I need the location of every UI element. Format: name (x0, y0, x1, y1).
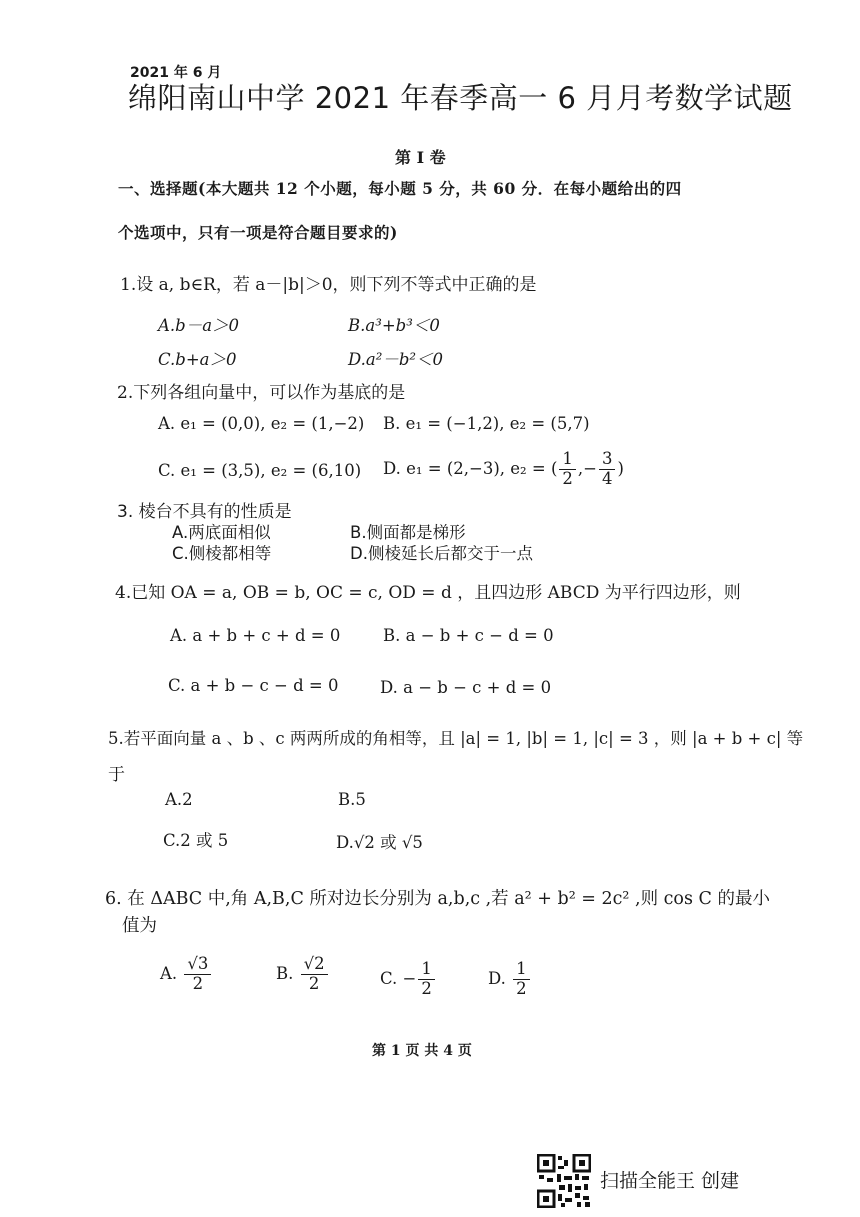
exam-title: 绵阳南山中学 2021 年春季高一 6 月月考数学试题 (128, 81, 793, 115)
q2-d-mid: ,− (577, 458, 597, 478)
q2-d-f2-den: 4 (601, 468, 613, 488)
question-6-option-b (276, 955, 330, 994)
question-4-option-b: B. a − b + c − d = 0 (383, 626, 554, 645)
question-4-option-a: A. a + b + c + d = 0 (170, 626, 341, 645)
section-heading-line1: 一、选择题(本大题共 12 个小题，每小题 5 分，共 60 分．在每小题给出的四 (118, 179, 682, 198)
question-2-stem: 2.下列各组向量中，可以作为基底的是 (117, 383, 406, 403)
page-footer: 第 1 页 共 4 页 (372, 1043, 472, 1059)
question-1-option-d: D.a²－b²＜0 (348, 350, 444, 369)
question-1-option-a: A.b－a＞0 (158, 316, 240, 335)
question-4-stem: 4.已知 OA = a, OB = b, OC = c, OD = d ，且四边形 ABCD 为平行四边形，则 (115, 583, 741, 603)
q2-d-suffix: ) (617, 458, 624, 478)
question-3-stem: 3. 棱台不具有的性质是 (117, 502, 292, 522)
question-6-option-a (160, 955, 213, 994)
q6-c-label: C. − (380, 968, 417, 988)
q6-c-den: 2 (421, 978, 432, 998)
question-6-option-c (380, 960, 437, 999)
question-5-option-d: D.√2 或 √5 (336, 833, 423, 852)
q2-d-fraction-1 (559, 450, 576, 489)
question-4-option-d: D. a − b − c + d = 0 (380, 678, 552, 697)
question-6-stem-cont: 值为 (122, 916, 157, 936)
q6-a-fraction (184, 955, 211, 994)
q6-c-num: 1 (418, 960, 435, 980)
date-label: 2021 年 6 月 (130, 65, 222, 81)
question-2-option-b: B. e₁ = (−1,2), e₂ = (5,7) (383, 414, 590, 433)
q6-b-fraction (301, 955, 328, 994)
q6-d-num: 1 (513, 960, 530, 980)
question-6-option-d (488, 960, 532, 999)
q6-a-label: A. (160, 963, 178, 983)
question-3-option-d: D.侧棱延长后都交于一点 (350, 544, 533, 563)
section-heading-line2: 个选项中，只有一项是符合题目要求的) (118, 223, 398, 242)
q2-d-prefix: D. e₁ = (2,−3), e₂ = ( (383, 458, 558, 478)
question-5-stem: 5.若平面向量 a 、b 、c 两两所成的角相等，且 |a| = 1, |b| = 1, |c| = 3 ，则 |a + b + c| 等 (108, 729, 804, 748)
question-5-option-a: A.2 (165, 790, 193, 809)
question-2-option-c: C. e₁ = (3,5), e₂ = (6,10) (158, 461, 362, 480)
qr-code-icon (537, 1154, 591, 1208)
question-2-option-d (383, 450, 624, 489)
question-1-option-c: C.b+a＞0 (158, 350, 237, 369)
q6-a-den: 2 (192, 973, 204, 993)
question-3-option-c: C.侧棱都相等 (172, 544, 272, 563)
q6-d-label: D. (488, 968, 506, 988)
question-1-option-b: B.a³+b³＜0 (348, 316, 440, 335)
q6-b-num: √2 (301, 955, 328, 975)
q6-b-label: B. (276, 963, 294, 983)
q6-d-den: 2 (516, 978, 527, 998)
q6-b-den: 2 (308, 973, 320, 993)
q6-c-fraction (418, 960, 435, 999)
q6-a-num: √3 (184, 955, 211, 975)
question-5-option-b: B.5 (338, 790, 366, 809)
question-5-stem-cont: 于 (108, 765, 125, 785)
q2-d-fraction-2 (599, 450, 616, 489)
question-6-stem: 6. 在 ΔABC 中,角 A,B,C 所对边长分别为 a,b,c ,若 a² + b² = 2c² ,则 cos C 的最小 (105, 889, 770, 909)
question-3-option-a: A.两底面相似 (172, 523, 271, 542)
q2-d-f1-den: 2 (562, 468, 573, 488)
q2-d-f1-num: 1 (559, 450, 576, 470)
question-5-option-c: C.2 或 5 (163, 831, 229, 850)
volume-label: 第 I 卷 (395, 148, 446, 167)
question-1-stem: 1.设 a, b∈R，若 a－|b|＞0，则下列不等式中正确的是 (120, 275, 537, 295)
q2-d-f2-num: 3 (599, 450, 616, 470)
question-4-option-c: C. a + b − c − d = 0 (168, 676, 339, 695)
watermark-text: 扫描全能王 创建 (600, 1170, 740, 1192)
q6-d-fraction (513, 960, 530, 999)
question-2-option-a: A. e₁ = (0,0), e₂ = (1,−2) (158, 414, 365, 433)
question-3-option-b: B.侧面都是梯形 (350, 523, 466, 542)
